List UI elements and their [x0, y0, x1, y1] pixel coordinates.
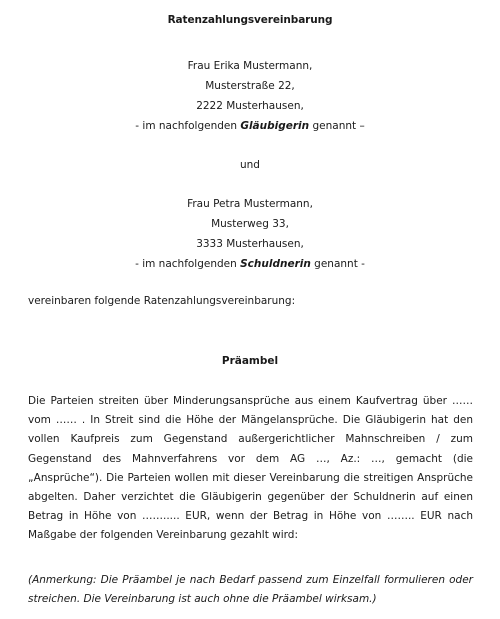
debtor-city: 3333 Musterhausen, — [196, 238, 304, 250]
note-line: streichen. Die Vereinbarung ist auch ohne die Präambel wirksam.) — [28, 593, 377, 606]
document-title: Ratenzahlungsvereinbarung — [167, 14, 333, 26]
agreement-line: vereinbaren folgende Ratenzahlungsvereinbarung: — [28, 295, 296, 307]
creditor-role-suffix: genannt – — [309, 120, 365, 132]
creditor-city: 2222 Musterhausen, — [196, 100, 304, 112]
preamble-heading: Präambel — [221, 355, 279, 367]
note-line: (Anmerkung: Die Präambel je nach Bedarf passend zum Einzelfall formulieren oder — [28, 574, 473, 586]
preamble-line: Betrag in Höhe von ……..... EUR, wenn der Betrag in Höhe von …….. EUR nach — [28, 510, 473, 523]
preamble-note — [28, 571, 473, 609]
creditor-role-prefix: - im nachfolgenden — [135, 120, 241, 132]
creditor-name: Frau Erika Mustermann, — [187, 60, 313, 72]
debtor-street: Musterweg 33, — [211, 218, 289, 230]
connector-text: und — [240, 159, 260, 171]
creditor-street: Musterstraße 22, — [205, 80, 295, 92]
preamble-line: abgelten. Daher verzichtet die Gläubigerin gegenüber der Schuldnerin auf einen — [28, 491, 473, 504]
debtor-name: Frau Petra Mustermann, — [187, 198, 313, 210]
creditor-role — [0, 119, 500, 133]
preamble-line: Die Parteien streiten über Minderungsansprüche aus einem Kaufvertrag über …… — [28, 395, 473, 407]
preamble-line: „Ansprüche“). Die Parteien wollen mit dieser Vereinbarung die streitigen Ansprüche — [28, 471, 473, 484]
debtor-role-suffix: genannt - — [310, 258, 365, 270]
debtor-role — [0, 257, 500, 271]
debtor-role-prefix: - im nachfolgenden — [135, 258, 241, 270]
preamble-line: vollen Kaufpreis zum Gegenstand außergerichtlicher Mahnschreiben / zum — [28, 433, 473, 446]
preamble-line: Gegenstand des Mahnverfahrens vor dem AG …, Az.: …, gemacht (die — [28, 452, 473, 465]
preamble-line: vom …… . In Streit sind die Höhe der Mängelansprüche. Die Gläubigerin hat den — [28, 414, 473, 427]
preamble-line: Maßgabe der folgenden Vereinbarung gezahlt wird: — [28, 529, 298, 542]
debtor-role-word: Schuldnerin — [240, 258, 311, 270]
preamble-paragraph — [28, 392, 473, 546]
creditor-role-word: Gläubigerin — [240, 120, 310, 132]
